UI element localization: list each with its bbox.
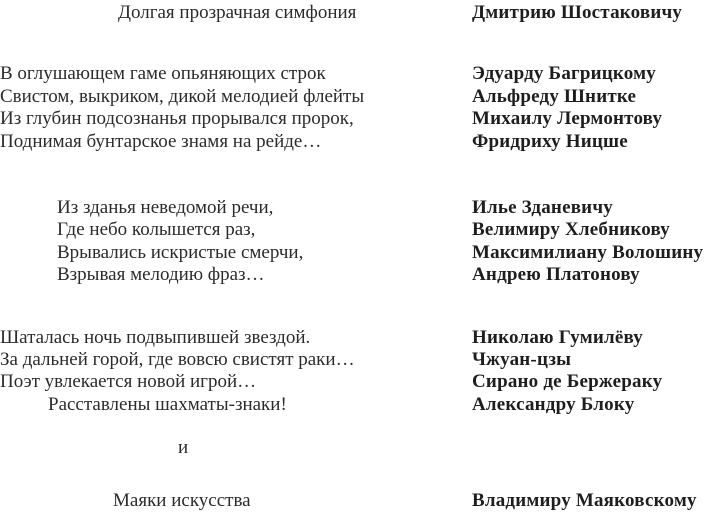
dedication-text: Владимиру Маяковскому: [472, 490, 697, 512]
dedication-text: Николаю Гумилёву: [472, 326, 644, 348]
verse-text: Где небо колышется раз,: [57, 219, 256, 241]
verse-text: Долгая прозрачная симфония: [118, 2, 357, 23]
dedication-text: Альфреду Шнитке: [472, 85, 637, 107]
verse-text: Из зданья неведомой речи,: [57, 196, 274, 218]
dedication-text: Андрею Платонову: [472, 264, 640, 286]
dedication-text: Михаилу Лермонтову: [472, 108, 663, 130]
poem-line-row: [0, 394, 710, 416]
verse-text: Поднимая бунтарское знамя на рейде…: [0, 130, 322, 152]
verse-text: Свистом, выкриком, дикой мелодией флейты: [0, 85, 365, 107]
dedication-text: Эдуарду Багрицкому: [472, 63, 656, 85]
verse-text: и: [178, 437, 189, 459]
verse-text: Взрывая мелодию фраз…: [57, 264, 265, 286]
poem-line-row: [0, 242, 710, 264]
dedication-text: Александру Блоку: [472, 393, 635, 415]
poem-line-row: [0, 86, 710, 108]
poem-line-row: [0, 2, 710, 24]
verse-text: В оглушающем гаме опьяняющих строк: [0, 63, 326, 85]
verse-text: За дальней горой, где вовсю свистят раки…: [0, 348, 355, 370]
dedication-text: Сирано де Бержераку: [472, 371, 663, 393]
dedication-text: Велимиру Хлебникову: [472, 219, 671, 241]
stanza-closing: [0, 490, 710, 512]
verse-text: Из глубин подсознанья прорывался пророк,: [0, 108, 354, 130]
poem-line-row: [0, 327, 710, 349]
stanza-conjunction: [0, 437, 710, 459]
dedication-text: Фридриху Ницше: [472, 130, 628, 152]
stanza-stanza-2: [0, 197, 710, 287]
poem-line-row: [0, 490, 710, 512]
dedication-text: Чжуан-цзы: [472, 348, 572, 370]
dedication-text: Максимилиану Волошину: [472, 241, 704, 263]
dedication-text: Дмитрию Шостаковичу: [472, 2, 683, 23]
stanza-title: [0, 2, 710, 24]
poem-line-row: [0, 131, 710, 153]
verse-text: Расставлены шахматы-знаки!: [48, 393, 287, 415]
verse-text: Маяки искусства: [113, 490, 251, 512]
poem-line-row: [0, 437, 710, 459]
verse-text: Врывались искристые смерчи,: [57, 241, 304, 263]
poem-line-row: [0, 197, 710, 219]
poem-line-row: [0, 371, 710, 393]
poem-line-row: [0, 264, 710, 286]
verse-text: Шаталась ночь подвыпившей звездой.: [0, 326, 311, 348]
poem-line-row: [0, 349, 710, 371]
poem-line-row: [0, 63, 710, 85]
stanza-stanza-1: [0, 63, 710, 153]
stanza-stanza-3: [0, 327, 710, 417]
poem-line-row: [0, 219, 710, 241]
dedication-text: Илье Зданевичу: [472, 196, 613, 218]
verse-text: Поэт увлекается новой игрой…: [0, 371, 257, 393]
poem-line-row: [0, 108, 710, 130]
